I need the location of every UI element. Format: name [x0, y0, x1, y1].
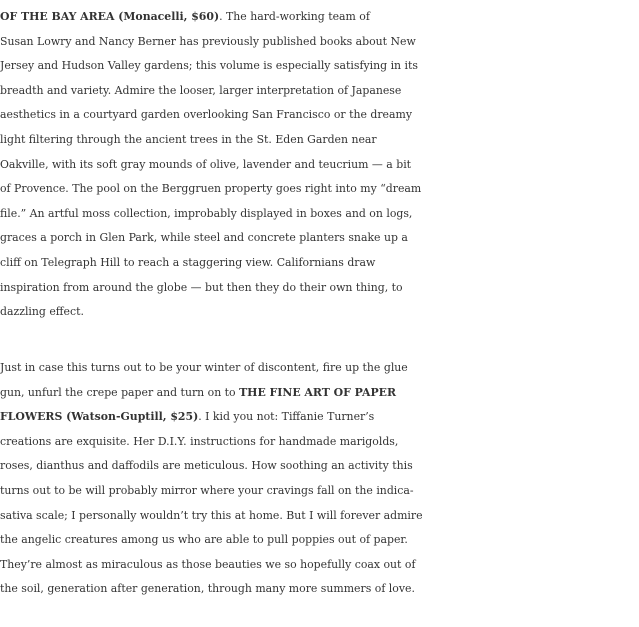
book-title-bold: THE FINE ART OF PAPER: [239, 385, 397, 399]
text-line: Susan Lowry and Nancy Berner has previously published books about New: [0, 34, 416, 48]
paragraph-garden-book: [0, 5, 639, 325]
text-line: [0, 5, 639, 30]
book-title-bold: FLOWERS (Watson-Guptill, $25): [0, 410, 199, 424]
text-line: They’re almost as miraculous as those beauties we so hopefully coax out of: [0, 557, 416, 571]
text-line: file.” An artful moss collection, improbably displayed in boxes and on logs,: [0, 206, 413, 220]
text-line: inspiration from around the globe — but then they do their own thing, to: [0, 280, 403, 294]
text-line: dazzling effect.: [0, 305, 84, 319]
text-line: sativa scale; I personally wouldn’t try this at home. But I will forever admire: [0, 508, 423, 522]
text-line: Just in case this turns out to be your winter of discontent, fire up the glue: [0, 361, 408, 374]
text-line: [0, 405, 639, 430]
text-line: creations are exquisite. Her D.I.Y. instructions for handmade marigolds,: [0, 434, 399, 448]
text-line: graces a porch in Glen Park, while steel and concrete planters snake up a: [0, 231, 408, 245]
text-line: breadth and variety. Admire the looser, larger interpretation of Japanese: [0, 83, 402, 97]
line-text: . I kid you not: Tiffanie Turner’s: [198, 410, 375, 424]
text-line: the angelic creatures among us who are able to pull poppies out of paper.: [0, 533, 408, 547]
paragraph-paper-flowers: [0, 356, 639, 602]
text-line: light filtering through the ancient trees in the St. Eden Garden near: [0, 132, 377, 146]
text-line: the soil, generation after generation, through many more summers of love.: [0, 582, 415, 596]
text-line: aesthetics in a courtyard garden overlooking San Francisco or the dreamy: [0, 108, 412, 122]
text-line: Oakville, with its soft gray mounds of olive, lavender and teucrium — a bit: [0, 157, 412, 171]
book-title-bold: OF THE BAY AREA (Monacelli, $60): [0, 10, 220, 23]
text-line: cliff on Telegraph Hill to reach a staggering view. Californians draw: [0, 255, 376, 269]
text-line: roses, dianthus and daffodils are meticulous. How soothing an activity this: [0, 459, 413, 473]
line-text: . The hard-working team of: [219, 10, 370, 23]
text-line: [0, 381, 639, 406]
line-text: gun, unfurl the crepe paper and turn on to: [0, 385, 240, 399]
text-line: Jersey and Hudson Valley gardens; this volume is especially satisfying in its: [0, 59, 418, 73]
text-line: turns out to be will probably mirror where your cravings fall on the indica-: [0, 483, 414, 497]
text-line: of Provence. The pool on the Berggruen property goes right into my “dream: [0, 182, 422, 196]
